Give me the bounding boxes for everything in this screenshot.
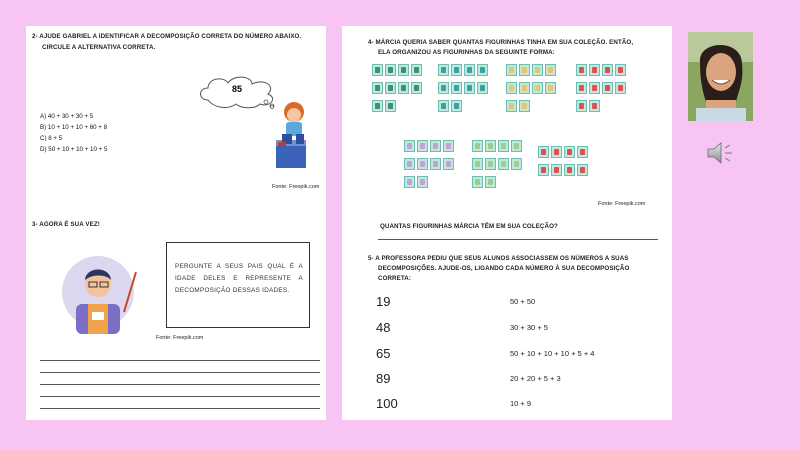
sticker-picture: [433, 143, 438, 149]
sticker-picture: [509, 103, 514, 109]
sticker-picture: [475, 143, 480, 149]
q5-decomposition-5[interactable]: 10 + 9: [510, 399, 532, 408]
sticker-picture: [567, 149, 572, 155]
sticker-card: [519, 100, 530, 112]
sticker-picture: [388, 67, 393, 73]
sticker-card: [498, 140, 509, 152]
sticker-picture: [388, 85, 393, 91]
answer-line-4[interactable]: [40, 396, 320, 397]
q2-option-a[interactable]: A) 40 + 30 + 30 + 5: [40, 113, 94, 120]
sticker-picture: [580, 167, 585, 173]
sticker-picture: [548, 67, 553, 73]
sticker-picture: [441, 67, 446, 73]
sticker-card: [443, 158, 454, 170]
q2-option-c[interactable]: C) 8 + 5: [40, 135, 63, 142]
sticker-card: [545, 64, 556, 76]
sticker-card: [485, 140, 496, 152]
sticker-card: [451, 100, 462, 112]
presenter-photo: [688, 32, 753, 121]
q5-number-4[interactable]: 89: [376, 371, 391, 386]
sticker-picture: [441, 103, 446, 109]
q5-title-line3: CORRETA:: [378, 275, 411, 282]
sticker-card: [532, 64, 543, 76]
q3-title: 3- AGORA É SUA VEZ!: [32, 221, 100, 228]
sticker-picture: [401, 85, 406, 91]
sticker-card: [451, 64, 462, 76]
q4-answer-line[interactable]: [378, 239, 658, 240]
sticker-picture: [475, 161, 480, 167]
sticker-picture: [454, 85, 459, 91]
sticker-picture: [414, 67, 419, 73]
sticker-card: [398, 64, 409, 76]
worksheet-page-right: [342, 26, 672, 420]
sticker-picture: [579, 103, 584, 109]
sticker-picture: [467, 85, 472, 91]
sticker-card: [602, 82, 613, 94]
sticker-card: [451, 82, 462, 94]
sticker-picture: [522, 85, 527, 91]
sticker-card: [511, 158, 522, 170]
sticker-card: [506, 100, 517, 112]
sticker-picture: [501, 161, 506, 167]
answer-line-5[interactable]: [40, 408, 320, 409]
sticker-picture: [535, 85, 540, 91]
sticker-card: [472, 176, 483, 188]
sticker-card: [551, 164, 562, 176]
sticker-card: [589, 100, 600, 112]
q2-source: Fonte: Freepik.com: [272, 184, 320, 190]
answer-line-3[interactable]: [40, 384, 320, 385]
sticker-picture: [407, 179, 412, 185]
sticker-card: [506, 82, 517, 94]
sticker-picture: [388, 103, 393, 109]
sticker-picture: [548, 85, 553, 91]
sticker-picture: [509, 85, 514, 91]
sticker-picture: [488, 143, 493, 149]
sticker-card: [538, 146, 549, 158]
sticker-picture: [605, 67, 610, 73]
sticker-picture: [554, 149, 559, 155]
sticker-card: [385, 100, 396, 112]
speaker-icon[interactable]: [706, 140, 736, 166]
sticker-card: [398, 82, 409, 94]
sticker-card: [551, 146, 562, 158]
sticker-card: [477, 64, 488, 76]
q5-number-3[interactable]: 65: [376, 346, 391, 361]
sticker-picture: [618, 67, 623, 73]
sticker-card: [385, 64, 396, 76]
q3-source: Fonte: Freepik.com: [156, 335, 204, 341]
teacher-illustration: [60, 252, 140, 334]
sticker-picture: [407, 161, 412, 167]
sticker-card: [404, 176, 415, 188]
sticker-card: [372, 100, 383, 112]
q5-decomposition-1[interactable]: 50 + 50: [510, 297, 536, 306]
cloud-number: 85: [231, 84, 242, 94]
sticker-picture: [579, 67, 584, 73]
sticker-picture: [375, 85, 380, 91]
sticker-card: [615, 82, 626, 94]
sticker-card: [506, 64, 517, 76]
sticker-picture: [605, 85, 610, 91]
sticker-card: [577, 164, 588, 176]
sticker-picture: [467, 67, 472, 73]
sticker-card: [538, 164, 549, 176]
q4-title-line2: ELA ORGANIZOU AS FIGURINHAS DA SEGUINTE FORMA:: [378, 49, 555, 56]
sticker-picture: [454, 103, 459, 109]
sticker-card: [485, 158, 496, 170]
q5-decomposition-4[interactable]: 20 + 20 + 5 + 3: [510, 374, 561, 383]
q2-option-d[interactable]: D) 50 + 10 + 10 + 10 + 5: [40, 146, 108, 153]
sticker-card: [472, 140, 483, 152]
sticker-card: [577, 146, 588, 158]
sticker-card: [417, 158, 428, 170]
sticker-picture: [414, 85, 419, 91]
sticker-picture: [514, 161, 519, 167]
sticker-picture: [433, 161, 438, 167]
sticker-picture: [522, 67, 527, 73]
sticker-picture: [488, 179, 493, 185]
sticker-picture: [420, 161, 425, 167]
sticker-card: [564, 146, 575, 158]
sticker-card: [498, 158, 509, 170]
sticker-picture: [618, 85, 623, 91]
sticker-picture: [480, 85, 485, 91]
q2-title-line1: 2- AJUDE GABRIEL A IDENTIFICAR A DECOMPOSIÇÃO CORRETA DO NÚMERO ABAIXO.: [32, 33, 302, 40]
sticker-picture: [514, 143, 519, 149]
q5-number-5[interactable]: 100: [376, 396, 398, 411]
sticker-picture: [420, 179, 425, 185]
sticker-picture: [501, 143, 506, 149]
q2-option-b[interactable]: B) 10 + 10 + 10 + 60 + 8: [40, 124, 108, 131]
sticker-card: [511, 140, 522, 152]
sticker-picture: [579, 85, 584, 91]
sticker-picture: [475, 179, 480, 185]
q5-decomposition-2[interactable]: 30 + 30 + 5: [510, 323, 548, 332]
q4-question: QUANTAS FIGURINHAS MÁRCIA TÊM EM SUA COLEÇÃO?: [380, 223, 558, 230]
boy-illustration: [270, 100, 316, 170]
sticker-card: [602, 64, 613, 76]
sticker-card: [438, 64, 449, 76]
sticker-picture: [541, 149, 546, 155]
sticker-picture: [592, 103, 597, 109]
sticker-card: [576, 100, 587, 112]
sticker-card: [589, 64, 600, 76]
sticker-card: [464, 82, 475, 94]
sticker-picture: [401, 67, 406, 73]
answer-line-2[interactable]: [40, 372, 320, 373]
sticker-picture: [407, 143, 412, 149]
sticker-card: [615, 64, 626, 76]
sticker-picture: [522, 103, 527, 109]
sticker-card: [477, 82, 488, 94]
sticker-picture: [592, 67, 597, 73]
answer-line-1[interactable]: [40, 360, 320, 361]
sticker-card: [372, 82, 383, 94]
sticker-card: [372, 64, 383, 76]
sticker-card: [464, 64, 475, 76]
q5-number-1[interactable]: 19: [376, 294, 391, 309]
q3-box-text: PERGUNTE A SEUS PAIS QUAL É A IDADE DELES E REPRESENTE A DECOMPOSIÇÃO DESSAS IDADES.: [175, 263, 303, 294]
sticker-card: [411, 64, 422, 76]
sticker-picture: [420, 143, 425, 149]
sticker-picture: [509, 67, 514, 73]
sticker-card: [417, 176, 428, 188]
sticker-card: [485, 176, 496, 188]
sticker-card: [519, 64, 530, 76]
sticker-card: [532, 82, 543, 94]
sticker-card: [385, 82, 396, 94]
sticker-card: [576, 64, 587, 76]
sticker-picture: [580, 149, 585, 155]
sticker-card: [430, 140, 441, 152]
sticker-card: [430, 158, 441, 170]
q5-number-2[interactable]: 48: [376, 320, 391, 335]
sticker-picture: [567, 167, 572, 173]
sticker-card: [443, 140, 454, 152]
sticker-card: [564, 164, 575, 176]
q5-title-line2: DECOMPOSIÇÕES. AJUDE-OS, LIGANDO CADA NÚMERO À SUA DECOMPOSIÇÃO: [378, 265, 630, 272]
sticker-card: [438, 82, 449, 94]
sticker-picture: [480, 67, 485, 73]
q3-instruction-box: [166, 242, 310, 328]
sticker-card: [589, 82, 600, 94]
sticker-picture: [375, 103, 380, 109]
q2-title-line2: CIRCULE A ALTERNATIVA CORRETA.: [42, 44, 156, 51]
q4-title-line1: 4- MÁRCIA QUERIA SABER QUANTAS FIGURINHAS TINHA EM SUA COLEÇÃO. ENTÃO,: [368, 39, 634, 46]
sticker-picture: [535, 67, 540, 73]
sticker-card: [411, 82, 422, 94]
sticker-picture: [488, 161, 493, 167]
sticker-card: [417, 140, 428, 152]
sticker-picture: [441, 85, 446, 91]
sticker-card: [404, 140, 415, 152]
sticker-card: [472, 158, 483, 170]
sticker-picture: [554, 167, 559, 173]
sticker-picture: [375, 67, 380, 73]
sticker-card: [438, 100, 449, 112]
q5-title-line1: 5- A PROFESSORA PEDIU QUE SEUS ALUNOS ASSOCIASSEM OS NÚMEROS A SUAS: [368, 255, 629, 262]
q5-decomposition-3[interactable]: 50 + 10 + 10 + 10 + 5 + 4: [510, 349, 595, 358]
sticker-card: [576, 82, 587, 94]
sticker-picture: [541, 167, 546, 173]
q4-source: Fonte: Freepik.com: [598, 201, 646, 207]
sticker-picture: [454, 67, 459, 73]
worksheet-page-left: [26, 26, 326, 420]
sticker-picture: [592, 85, 597, 91]
sticker-card: [519, 82, 530, 94]
sticker-picture: [446, 143, 451, 149]
sticker-picture: [446, 161, 451, 167]
sticker-card: [545, 82, 556, 94]
sticker-card: [404, 158, 415, 170]
